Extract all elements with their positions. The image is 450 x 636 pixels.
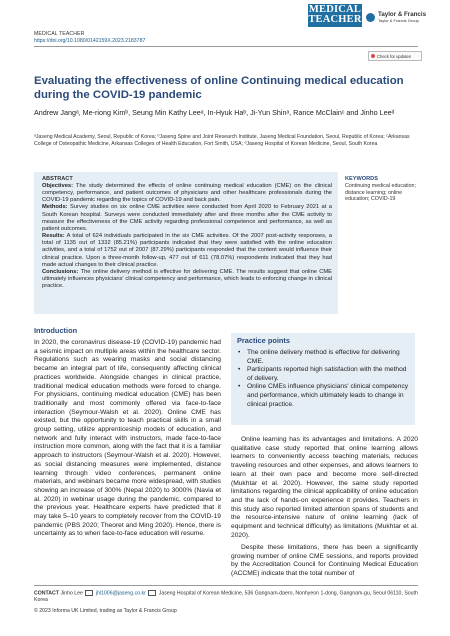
contact-info	[34, 590, 418, 604]
article-title: Evaluating the effectiveness of online Continuing medical education during the COVID-19 pandemic	[34, 75, 404, 101]
logo-line-2: TEACHER	[308, 14, 362, 25]
practice-point: • Online CMEs influence physicians' clinical competency and performance, which ultimately leads to change in clinical practice.	[238, 383, 409, 408]
practice-point: • The online delivery method is effective for delivering CME.	[238, 349, 400, 365]
intro-paragraph: In 2020, the coronavirus disease-19 (COVID-19) pandemic had a seismic impact on multiple areas within the healthcare sector. Regulations such as wearing masks and social distancing became an integral part of life, consequently affecting clinical practices worldwide. Alongside changes in clinical practice, traditional medical education methods were forced to change. For physicians, continuing medical education (CME) has been traditionally and most commonly offered via face-to-face interaction (Seymour-Walsh et al. 2020). Online CME has existed, but the opportunity to teach practical skills in a small group setting, utilize apprenticeship models of education, and network and fully interact with instructors, made face-to-face instruction more common, along with the fact that it is a familiar approach to instructors (Seymour-Walsh et al. 2020). However, as social distancing measures were implemented, distance learning through video conferences, permanent online materials, and webinars became more widespread, with studies showing an increase of 300% (Nepal 2020) to 3000% (Navia et al. 2020) in webinar usage during the pandemic, compared to the previous year. Healthcare experts have predicted that it may take 5–10 years to completely recover from the COVID-19 pandemic (PBS 2020; Theoret and Ming 2020). Hence, there is uncertainty as to when face-to-face education will resume.	[34, 339, 221, 538]
right-paragraph-1: Online learning has its advantages and limitations. A 2020 qualitative case study reported that online learning allows learners to conveniently access teaching materials, reduces traveling resources and other expenses, and allows learners to learn at their own pace and become more self-directed (Mukhtar et al. 2020). However, the same study reported limitations regarding the clinical applicability of online education and the lack of hands-on experience it provides. Teachers in this study also reported limited attention spans of students and the resource-intensive nature of online learning (lack of equipment and technical difficulty) as limitations (Mukhtar et al. 2020).	[231, 436, 418, 539]
bullet-icon: •	[238, 366, 241, 374]
contact-label: CONTACT	[34, 590, 59, 597]
author-list: Andrew Jangᵃ, Me-riong Kimᵇ, Seung Min Kathy Leeᵃ, In-Hyuk Haᵇ, Ji-Yun Shinᵃ, Rance McClainᶜ and Jinho Leeᵈ	[34, 108, 395, 117]
check-updates-icon	[371, 54, 375, 58]
objectives-text: The study determined the effects of online continuing medical education (CME) on the clinical competency, performance, and patient outcomes of physicians and other healthcare professionals during the COVID-19 pandemic regarding the topics of COVID-19 and back pain.	[42, 183, 332, 204]
right-paragraph-2: Despite these limitations, there has been a significantly growing number of online CME sessions, and reports provided by the Accreditation Council for Continuing Medical Education (ACCME) indicate that the total number of	[231, 544, 418, 578]
publisher-logo	[366, 11, 426, 23]
affiliations: ᵃJaseng Medical Academy, Seoul, Republic of Korea; ᵇJaseng Spine and Joint Research Institute, Jaseng Medical Foundation, Seoul, Republic of Korea; ᶜArkansas College of Osteopathic Medicine, Arkansas Colleges of Health Education, Fort Smith, USA; ᵈJaseng Hospital of Korean Medicine, Seoul, South Korea	[34, 134, 410, 148]
keywords-heading: KEYWORDS	[345, 176, 378, 182]
bullet-icon: •	[238, 383, 241, 391]
practice-points-list	[237, 349, 413, 409]
abstract-heading: ABSTRACT	[42, 176, 73, 182]
doi-link[interactable]: https://doi.org/10.1080/0142159X.2023.2183787	[34, 38, 146, 44]
methods-text: Survey studies on six online CME activities were conducted from April 2020 to February 2021 at a South Korean hospital. Surveys were conducted immediately after and three months after the CME activity to measure the effectiveness of the CME activity regarding professional competence and performance, as well as patient outcomes.	[42, 204, 332, 232]
practice-points-heading: Practice points	[237, 336, 290, 345]
contact-email[interactable]: jhl1006@jaseng.co.kr	[95, 590, 146, 597]
contact-address: Jaseng Hospital of Korean Medicine, 536 Gangnam-daero, Nonhyeon 1-dong, Gangnam-gu, Seoul 06110, South Korea	[34, 590, 418, 604]
methods-label: Methods:	[42, 204, 68, 211]
check-updates-button[interactable]	[368, 51, 422, 61]
intro-heading: Introduction	[34, 326, 78, 335]
publisher-name: Taylor & Francis	[378, 11, 427, 18]
publisher-sub: Taylor & Francis Group	[378, 18, 419, 23]
objectives-label: Objectives:	[42, 183, 73, 189]
abstract-body	[42, 183, 332, 290]
logo-line-1: MEDICAL	[308, 4, 362, 15]
journal-name: MEDICAL TEACHER	[34, 31, 85, 37]
results-label: Results:	[42, 233, 65, 240]
contact-name: Jinho Lee	[60, 590, 83, 597]
header-rule	[34, 46, 418, 47]
bullet-icon: •	[238, 349, 241, 356]
keywords-list: Continuing medical education; distance learning; online education; COVID-19	[345, 183, 416, 203]
conclusions-label: Conclusions:	[42, 268, 79, 275]
journal-logo	[308, 4, 362, 27]
results-text: A total of 624 individuals participated in the six CME activities. Of the 2007 post-activity responses, a total of 1135 out of 1332 (85.21%) participants indicated that they were satisfied with the online education activities, and a total of 1752 out of 2007 (87.29%) participants responded that the content would influence their clinical practice. Upon a three-month follow-up, 477 out of 611 (78.07%) respondents indicated that they had made actual changes to their clinical practice.	[42, 233, 332, 268]
footer-rule	[34, 585, 418, 586]
check-updates-label: Check for updates	[377, 53, 411, 59]
address-icon	[148, 590, 156, 596]
mail-icon	[85, 590, 93, 596]
practice-point: • Participants reported high satisfaction with the method of delivery.	[238, 366, 407, 382]
publisher-mark-icon	[366, 13, 375, 22]
conclusions-text: The online delivery method is effective for delivering CME. The results suggest that online CME ultimately influences physicians' clinical competency and performance, which leads to enforcing change in clinical practice.	[42, 268, 332, 290]
copyright: © 2023 Informa UK Limited, trading as Taylor & Francis Group	[34, 608, 177, 614]
